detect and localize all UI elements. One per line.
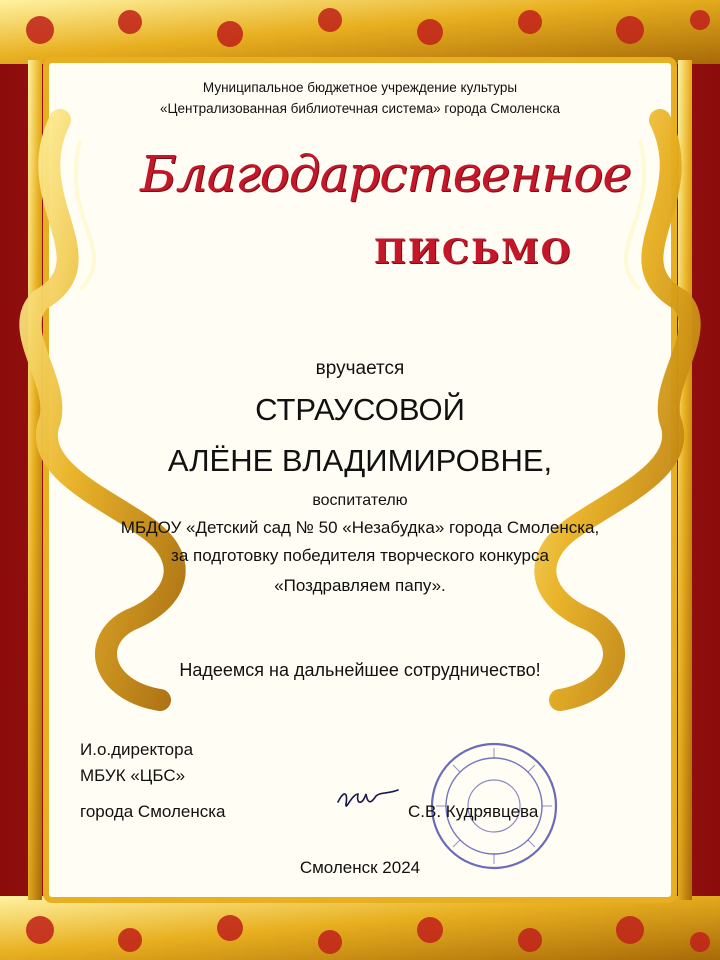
signer-name: С.В. Кудрявцева (408, 802, 539, 821)
signatory-title: И.о.директора (80, 740, 194, 759)
recipient-position: воспитателю (312, 492, 408, 509)
signatory-city: города Смоленска (80, 802, 226, 821)
recipient-given-names: АЛЁНЕ ВЛАДИМИРОВНЕ, (167, 443, 553, 478)
title-gratitude: Благодарственное (140, 145, 631, 203)
city-and-year: Смоленск 2024 (299, 858, 421, 877)
signatory-institution: МБУК «ЦБС» (80, 766, 186, 785)
award-reason: за подготовку победителя творческого конкурса (171, 546, 549, 565)
presented-to-label: вручается (315, 358, 405, 379)
recipient-surname: СТРАУСОВОЙ (255, 392, 465, 427)
recipient-organization: МБДОУ «Детский сад № 50 «Незабудка» города Смоленска, (120, 518, 600, 537)
contest-name: «Поздравляем папу». (274, 576, 446, 595)
organization-header-line2: «Централизованная библиотечная система» города Смоленска (160, 101, 560, 116)
handwritten-signature (332, 772, 402, 822)
organization-header-line1: Муниципальное бюджетное учреждение культуры (202, 80, 518, 95)
title-letter: ПИСЬМО (373, 232, 573, 272)
closing-wish: Надеемся на дальнейшее сотрудничество! (179, 660, 541, 680)
